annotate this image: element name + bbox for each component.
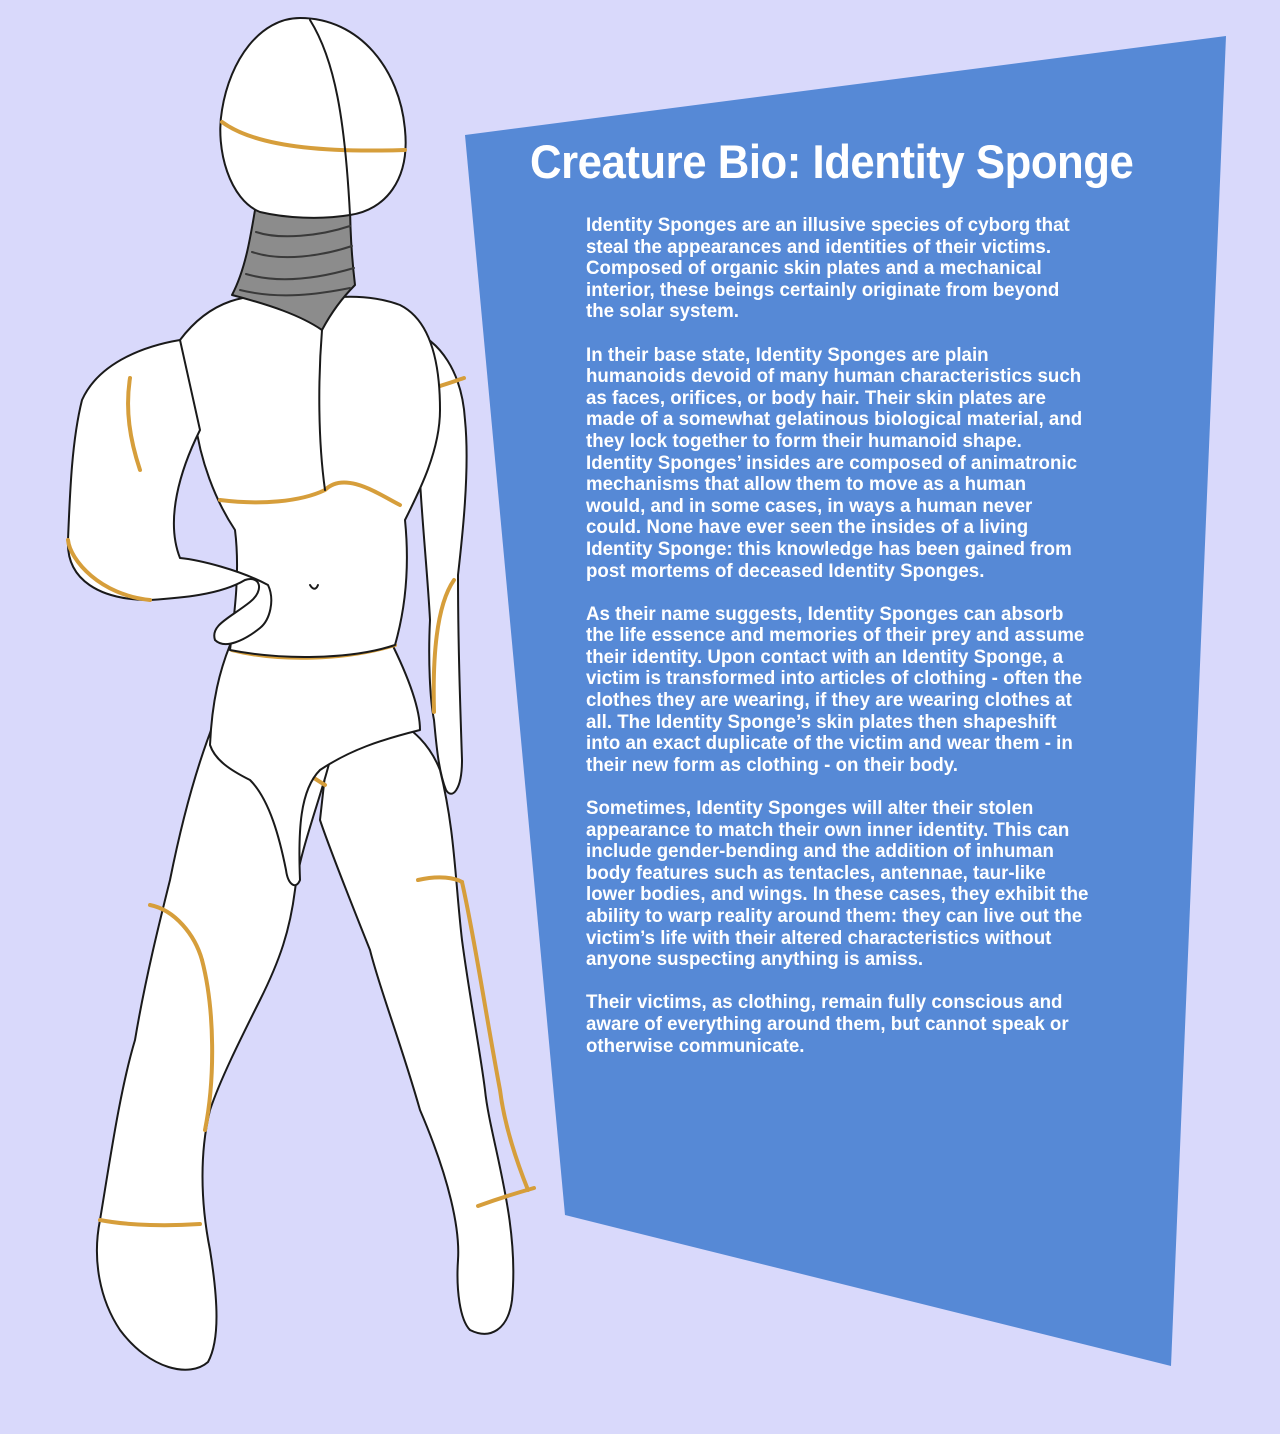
torso (180, 296, 440, 657)
bio-paragraph: Identity Sponges are an illusive species of cyborg that steal the appearances and identities of their victims. Composed of organic skin plates and a mechanical interior, these beings certainly originate from beyond the solar system. (586, 214, 1070, 323)
far-leg (320, 716, 513, 1334)
head (220, 18, 405, 218)
bio-paragraph: Sometimes, Identity Sponges will alter their stolen appearance to match their own inner identity. This can include gender-bending and the addition of inhuman body features such as tentacles, antennae, taur-like lower bodies, and wings. In these cases, they exhibit the ability to warp reality around them: they can live out the victim’s life with their altered characteristics without anyone suspecting anything is amiss. (586, 797, 1089, 971)
bio-text (586, 215, 1181, 1057)
bio-paragraph: As their name suggests, Identity Sponges can absorb the life essence and memories of their prey and assume their identity. Upon contact with an Identity Sponge, a victim is transformed into articles of clothing - often the clothes they are wearing, if they are wearing clothes at all. The Identity Sponge’s skin plates then shapeshift into an exact duplicate of the victim and wear them - in their new form as clothing - on their body. (586, 602, 1085, 776)
bio-title: Creature Bio: Identity Sponge (530, 135, 1134, 188)
creature-figure (68, 18, 534, 1370)
bio-paragraph: Their victims, as clothing, remain fully conscious and aware of everything around them, but cannot speak or otherwise communicate. (586, 991, 1069, 1057)
bio-paragraph: In their base state, Identity Sponges are plain humanoids devoid of many human characteristics such as faces, orifices, or body hair. Their skin plates are made of a somewhat gelatinous biological material, and they lock together to form their humanoid shape. Identity Sponges’ insides are composed of animatronic mechanisms that allow them to move as a human would, and in some cases, in ways a human never could. None have ever seen the insides of a living Identity Sponge: this knowledge has been gained from post mortems of deceased Identity Sponges. (586, 343, 1083, 582)
